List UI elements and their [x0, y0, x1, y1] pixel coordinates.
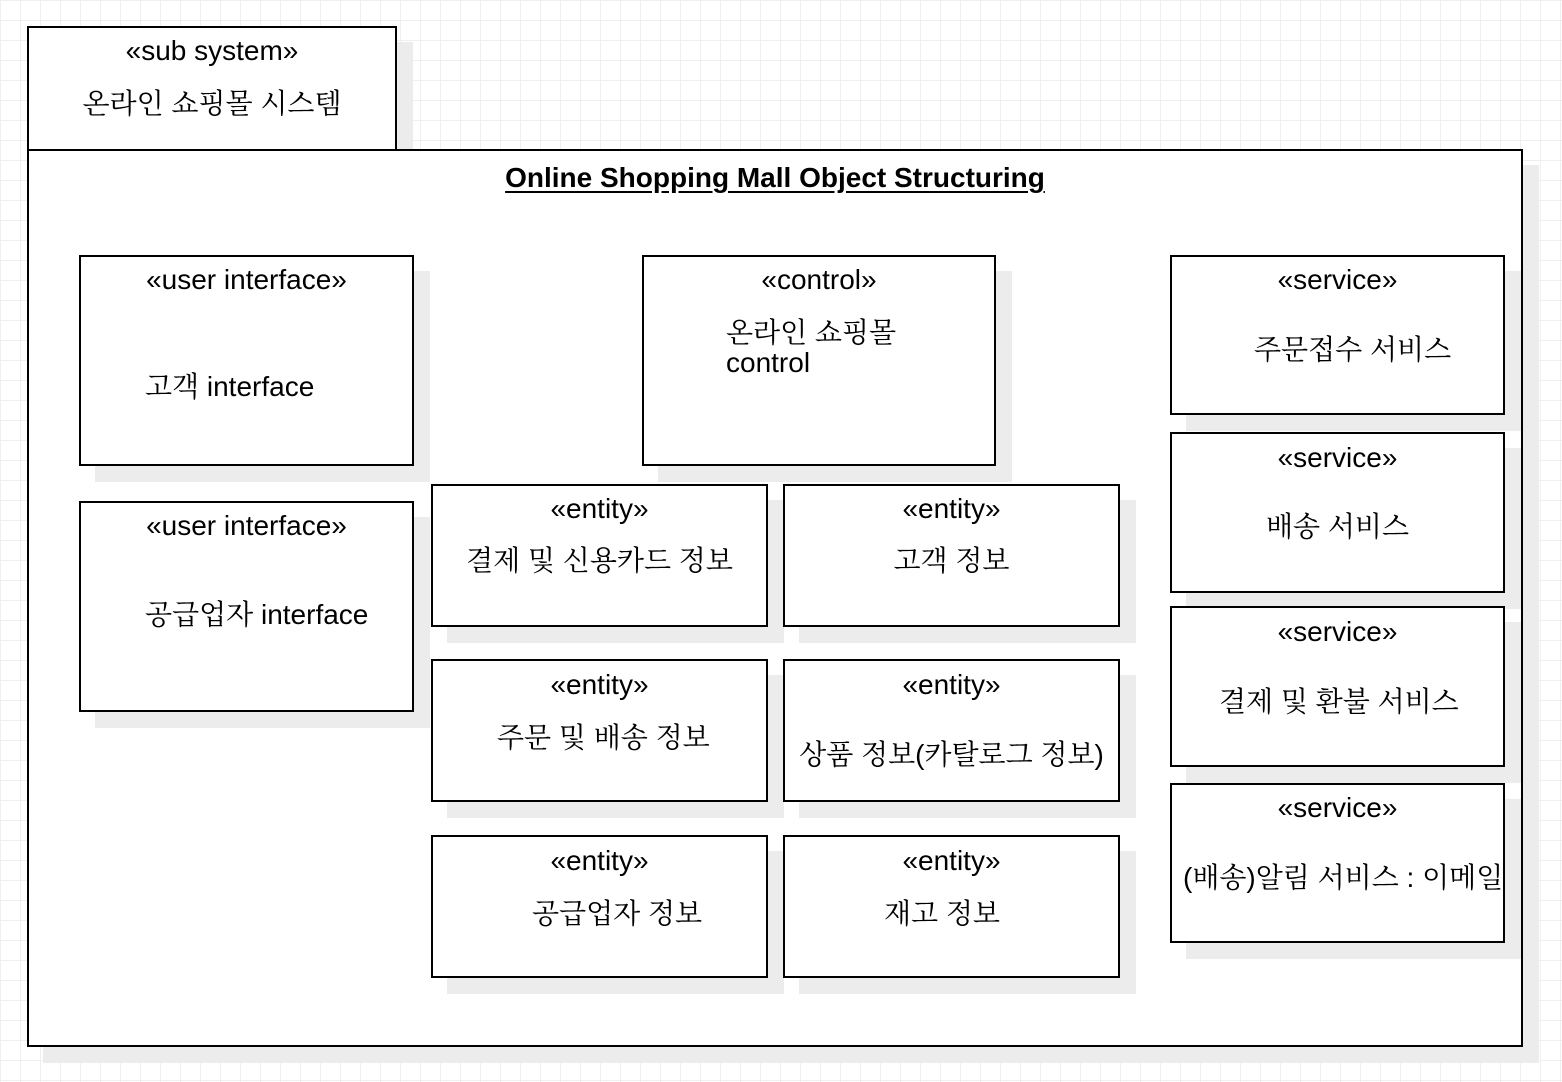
subsystem-name: 온라인 쇼핑몰 시스템 [82, 88, 342, 119]
entity-order-name: 주문 및 배송 정보 [497, 722, 710, 753]
subsystem-stereotype: «sub system» [125, 35, 299, 66]
service-order-intake-box[interactable] [1170, 255, 1505, 415]
service-notification-stereotype: «service» [1277, 792, 1398, 823]
frame-title: Online Shopping Mall Object Structuring [505, 162, 1045, 193]
control-box[interactable] [642, 255, 996, 466]
service-order-intake-stereotype: «service» [1277, 264, 1398, 295]
ui-customer-name: 고객 interface [145, 371, 315, 402]
service-order-intake-name: 주문접수 서비스 [1254, 334, 1452, 365]
entity-customer-box[interactable] [783, 484, 1120, 627]
control-name-line1: 온라인 쇼핑몰 [726, 317, 897, 348]
entity-supplier-box[interactable] [431, 835, 768, 978]
entity-product-name: 상품 정보(카탈로그 정보) [799, 739, 1104, 770]
ui-supplier-stereotype: «user interface» [146, 510, 347, 541]
entity-order-stereotype: «entity» [550, 669, 649, 700]
service-notification-name: (배송)알림 서비스 : 이메일 [1183, 862, 1504, 893]
service-payment-refund-box[interactable] [1170, 606, 1505, 767]
service-delivery-box[interactable] [1170, 432, 1505, 593]
ui-customer-stereotype: «user interface» [146, 264, 347, 295]
entity-supplier-name: 공급업자 정보 [532, 898, 703, 929]
service-payment-refund-stereotype: «service» [1277, 616, 1398, 647]
service-delivery-name: 배송 서비스 [1265, 511, 1410, 542]
ui-customer-box[interactable] [79, 255, 414, 466]
entity-inventory-stereotype: «entity» [902, 845, 1001, 876]
service-delivery-stereotype: «service» [1277, 442, 1398, 473]
entity-payment-stereotype: «entity» [550, 493, 649, 524]
entity-customer-stereotype: «entity» [902, 493, 1001, 524]
service-payment-refund-name: 결제 및 환불 서비스 [1219, 686, 1459, 717]
control-stereotype: «control» [761, 264, 877, 295]
entity-payment-name: 결제 및 신용카드 정보 [466, 545, 733, 576]
entity-product-box[interactable] [783, 659, 1120, 802]
entity-supplier-stereotype: «entity» [550, 845, 649, 876]
service-notification-box[interactable] [1170, 783, 1505, 943]
entity-order-box[interactable] [431, 659, 768, 802]
entity-inventory-box[interactable] [783, 835, 1120, 978]
entity-inventory-name: 재고 정보 [884, 898, 1000, 929]
control-name-line2: control [726, 347, 811, 378]
entity-customer-name: 고객 정보 [893, 545, 1010, 576]
entity-product-stereotype: «entity» [902, 669, 1001, 700]
entity-payment-box[interactable] [431, 484, 768, 627]
ui-supplier-name: 공급업자 interface [145, 599, 369, 630]
subsystem-box[interactable] [27, 26, 397, 160]
ui-supplier-box[interactable] [79, 501, 414, 712]
